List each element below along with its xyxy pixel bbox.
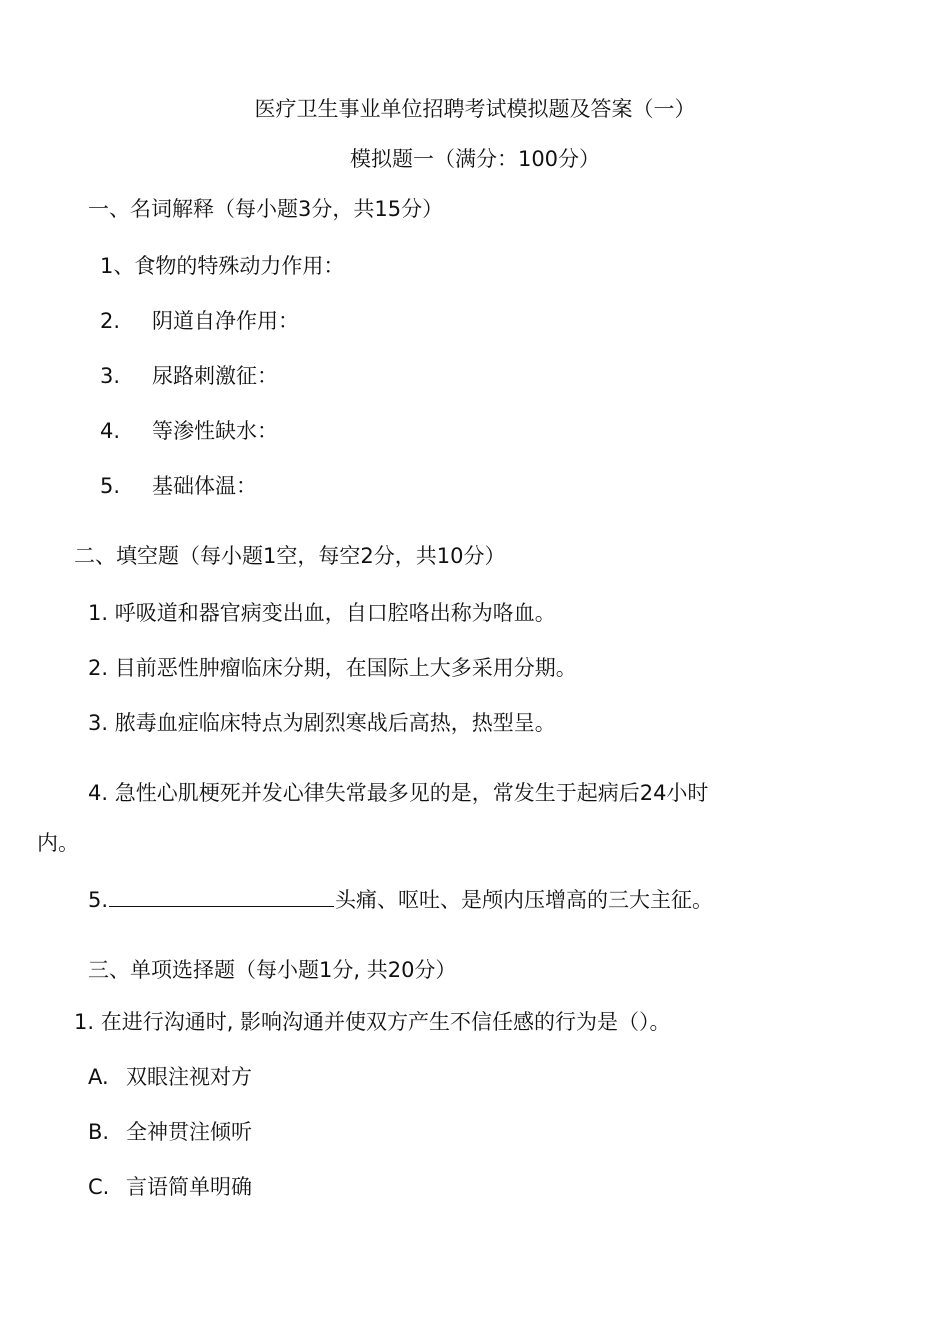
item-text: 基础体温： (152, 474, 257, 498)
option-text: 言语简单明确 (126, 1175, 252, 1199)
document-subtitle: 模拟题一（满分：100分） (349, 147, 601, 171)
item-text: 食物的特殊动力作用： (134, 254, 345, 278)
item-number: 4. (100, 419, 121, 443)
item-number: 5. (100, 474, 121, 498)
section-1-heading: 一、名词解释（每小题3分，共15分） (88, 197, 444, 221)
section-3-question-1: 1. 在进行沟通时, 影响沟通并使双方产生不信任感的行为是（）。 (74, 1010, 671, 1034)
section-2-item-5 (88, 886, 713, 914)
item-number: 2. (100, 309, 121, 333)
section-2-heading: 二、填空题（每小题1空，每空2分，共10分） (74, 544, 506, 568)
item-text: 等渗性缺水： (152, 419, 278, 443)
item-text: 头痛、呕吐、是颅内压增高的三大主征。 (335, 888, 714, 912)
item-text: 阴道自净作用： (152, 309, 299, 333)
section-2-item-2: 2. 目前恶性肿瘤临床分期，在国际上大多采用分期。 (88, 656, 577, 680)
option-text: 双眼注视对方 (126, 1065, 252, 1089)
section-2-item-4-continuation: 内。 (37, 831, 79, 855)
section-1-item-2 (100, 307, 299, 335)
option-label: C. (88, 1175, 110, 1199)
section-3-heading: 三、单项选择题（每小题1分, 共20分） (88, 958, 457, 982)
section-2-item-3: 3. 脓毒血症临床特点为剧烈寒战后高热，热型呈。 (88, 711, 556, 735)
option-b (88, 1118, 252, 1146)
option-label: A. (88, 1065, 109, 1089)
document-title: 医疗卫生事业单位招聘考试模拟题及答案（一） (254, 97, 696, 121)
section-1-item-4 (100, 417, 278, 445)
section-2-item-1: 1. 呼吸道和器官病变出血，自口腔咯出称为咯血。 (88, 601, 556, 625)
section-1-item-5 (100, 472, 257, 500)
option-text: 全神贯注倾听 (126, 1120, 252, 1144)
item-text: 尿路刺激征： (152, 364, 278, 388)
option-label: B. (88, 1120, 110, 1144)
option-c (88, 1173, 252, 1201)
section-1-item-3 (100, 362, 278, 390)
option-a (88, 1063, 252, 1091)
section-2-item-4: 4. 急性心肌梗死并发心律失常最多见的是，常发生于起病后24小时 (88, 781, 709, 805)
section-1-item-1 (100, 252, 344, 280)
item-prefix: 5. (88, 888, 109, 912)
item-number: 1、 (100, 254, 135, 278)
item-number: 3. (100, 364, 121, 388)
answer-blank-line (109, 886, 334, 907)
